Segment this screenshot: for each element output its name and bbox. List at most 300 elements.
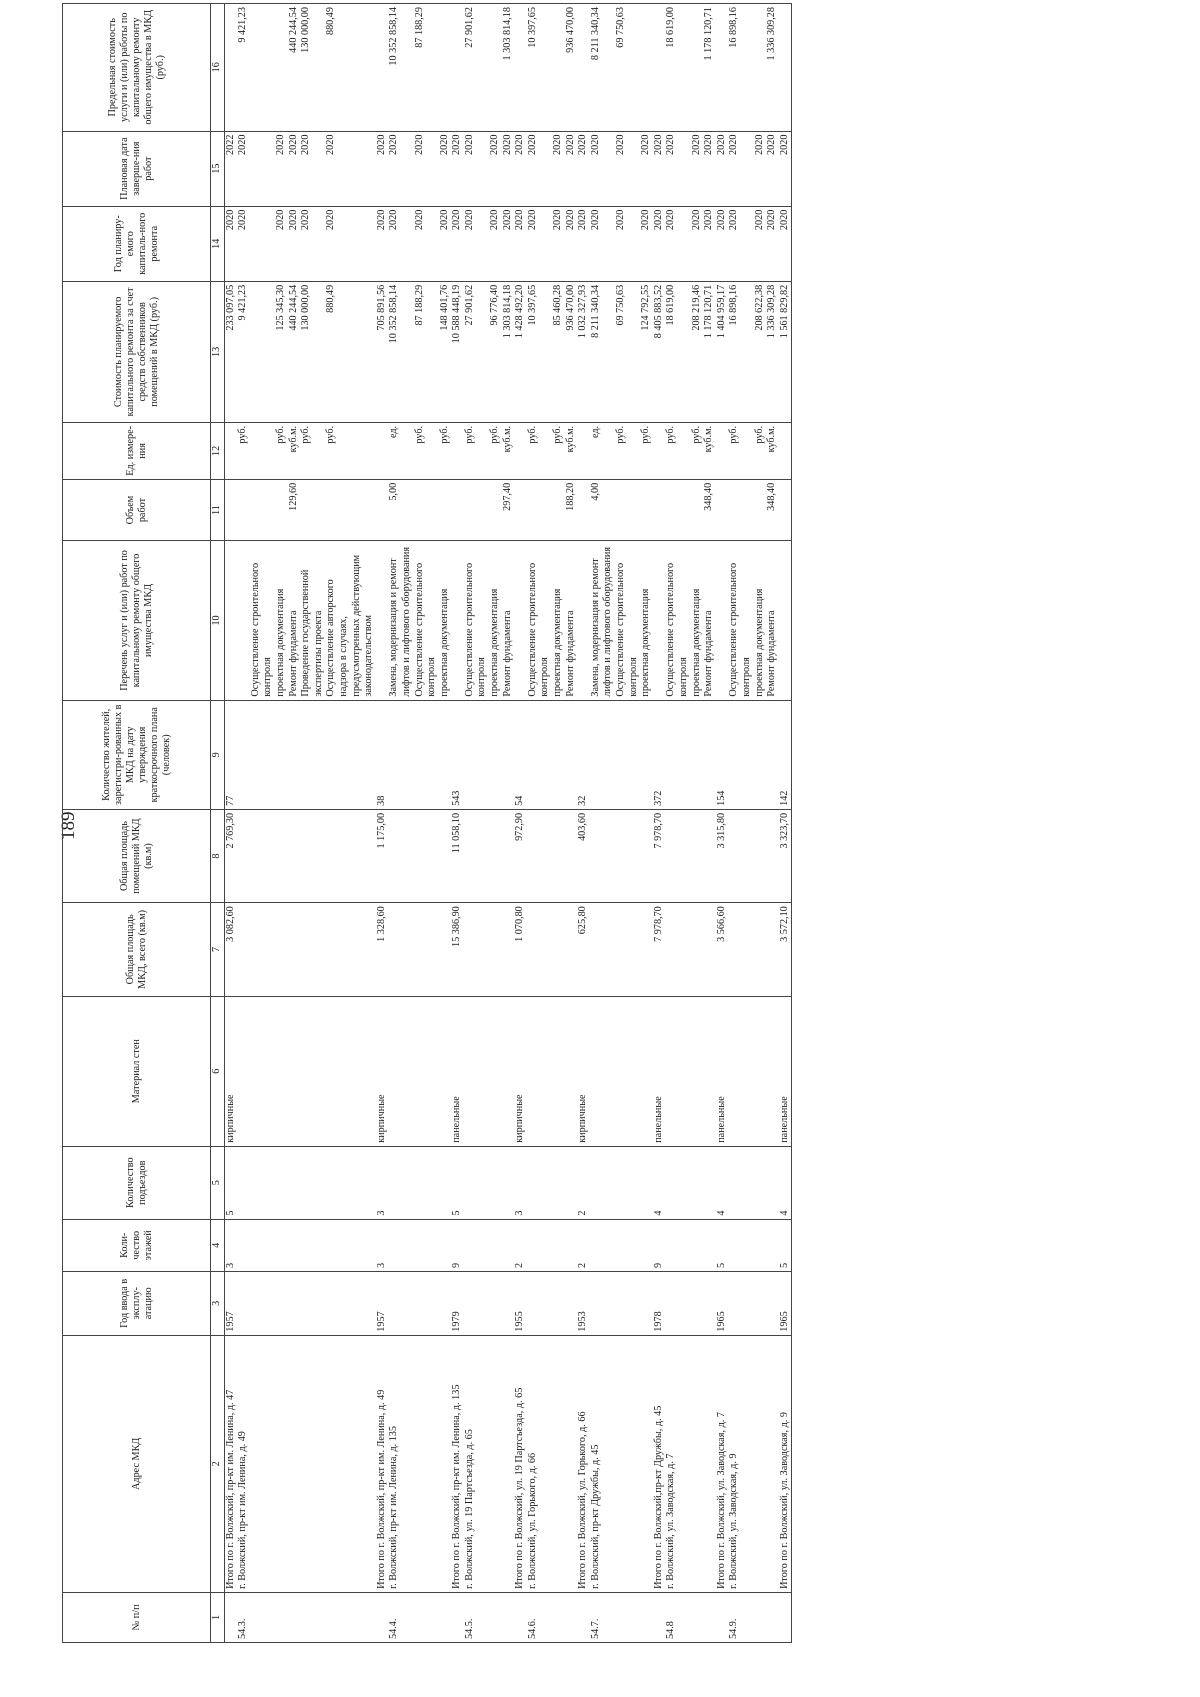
floors-cell (640, 1219, 653, 1271)
limit-cost-cell: 880,49 (325, 4, 375, 132)
cost-cell: 85 460,28 (552, 281, 565, 422)
total-row (653, 4, 666, 1643)
residents-cell (237, 700, 250, 809)
residents-cell (766, 700, 779, 809)
column-number: 5 (211, 1146, 225, 1219)
header-cell: Общая площадь помещений МКД (кв.м) (63, 809, 211, 902)
row-number (451, 1592, 464, 1642)
wall-material-cell: кирпичные (577, 996, 590, 1146)
total-area-cell (728, 903, 753, 996)
entrances-cell (275, 1146, 288, 1219)
column-number: 6 (211, 996, 225, 1146)
floors-cell (388, 1219, 413, 1271)
row-number (502, 1592, 515, 1642)
column-number: 3 (211, 1271, 225, 1335)
residents-cell: 154 (716, 700, 729, 809)
total-area-cell (275, 903, 288, 996)
volume-cell (552, 479, 565, 540)
total-area-cell: 7 978,70 (653, 903, 666, 996)
residents-cell (464, 700, 489, 809)
wall-material-cell: кирпичные (514, 996, 527, 1146)
total-row (779, 4, 792, 1643)
total-area-cell (665, 903, 690, 996)
cost-cell: 8 211 340,34 (590, 281, 615, 422)
work-type-cell: Замена, модернизация и ремонт лифтов и лифтового оборудования (590, 541, 615, 700)
entrances-cell (754, 1146, 767, 1219)
entrances-cell (325, 1146, 375, 1219)
volume-cell (577, 479, 590, 540)
wall-material-cell: кирпичные (224, 996, 237, 1146)
unit-cell (577, 422, 590, 479)
address-cell (502, 1335, 515, 1592)
floors-cell: 3 (224, 1219, 237, 1271)
residents-cell (300, 700, 325, 809)
total-area-cell (691, 903, 704, 996)
unit-cell: куб.м. (766, 422, 779, 479)
volume-cell (224, 479, 237, 540)
wall-material-cell (464, 996, 489, 1146)
limit-cost-cell: 8 211 340,34 (590, 4, 615, 132)
unit-cell: руб. (275, 422, 288, 479)
unit-cell: руб. (464, 422, 489, 479)
wall-material-cell (388, 996, 413, 1146)
year-cell (502, 1271, 515, 1335)
entrances-cell: 2 (577, 1146, 590, 1219)
limit-cost-cell (275, 4, 288, 132)
unit-cell (779, 422, 792, 479)
address-cell (565, 1335, 578, 1592)
wall-material-cell: панельные (653, 996, 666, 1146)
end-date-cell: 2020 (653, 131, 666, 206)
year-cell (288, 1271, 301, 1335)
plan-year-cell: 2020 (527, 206, 552, 281)
year-cell (640, 1271, 653, 1335)
year-cell (464, 1271, 489, 1335)
address-cell: г. Волжский, пр-кт Дружбы, д. 45 (590, 1335, 615, 1592)
end-date-cell: 2020 (716, 131, 729, 206)
plan-year-cell: 2020 (590, 206, 615, 281)
entrances-cell (414, 1146, 439, 1219)
table-row (502, 4, 515, 1643)
address-cell: Итого по г. Волжский, пр-кт им. Ленина, д. 49 (376, 1335, 389, 1592)
header-cell: № п/п (63, 1592, 211, 1642)
end-date-cell: 2020 (754, 131, 767, 206)
table-row (300, 4, 325, 1643)
premises-area-cell (590, 809, 615, 902)
volume-cell: 4,00 (590, 479, 615, 540)
column-number: 14 (211, 206, 225, 281)
limit-cost-cell (640, 4, 653, 132)
column-number: 2 (211, 1335, 225, 1592)
wall-material-cell: кирпичные (376, 996, 389, 1146)
year-cell (388, 1271, 413, 1335)
total-area-cell (766, 903, 779, 996)
volume-cell (527, 479, 552, 540)
end-date-cell: 2020 (237, 131, 250, 206)
volume-cell (691, 479, 704, 540)
address-cell: Итого по г. Волжский, пр-кт им. Ленина, д. 47 (224, 1335, 237, 1592)
limit-cost-cell: 1 178 120,71 (703, 4, 716, 132)
header-cell: Год ввода в эксплу-атацию (63, 1271, 211, 1335)
premises-area-cell (728, 809, 753, 902)
table-row (691, 4, 704, 1643)
cost-cell: 208 622,38 (754, 281, 767, 422)
plan-year-cell: 2020 (502, 206, 515, 281)
total-area-cell (754, 903, 767, 996)
premises-area-cell: 3 323,70 (779, 809, 792, 902)
year-cell (728, 1271, 753, 1335)
cost-cell: 130 000,00 (300, 281, 325, 422)
unit-cell: руб. (665, 422, 690, 479)
residents-cell (754, 700, 767, 809)
wall-material-cell: панельные (451, 996, 464, 1146)
address-cell (766, 1335, 779, 1592)
address-cell: г. Волжский, ул. Горького, д. 66 (527, 1335, 552, 1592)
address-cell (615, 1335, 640, 1592)
residents-cell (552, 700, 565, 809)
end-date-cell: 2020 (414, 131, 439, 206)
unit-cell: ед. (388, 422, 413, 479)
residents-cell: 142 (779, 700, 792, 809)
cost-cell: 1 303 814,18 (502, 281, 515, 422)
floors-cell (288, 1219, 301, 1271)
total-row (376, 4, 389, 1643)
row-number (300, 1592, 325, 1642)
work-type-cell (779, 541, 792, 700)
work-type-cell: Осуществление строительного контроля (250, 541, 275, 700)
row-number: 54.9. (728, 1592, 753, 1642)
row-number (754, 1592, 767, 1642)
premises-area-cell (665, 809, 690, 902)
unit-cell (451, 422, 464, 479)
year-cell (665, 1271, 690, 1335)
cost-cell: 1 032 327,93 (577, 281, 590, 422)
work-type-cell: проектная документация (275, 541, 288, 700)
total-row (224, 4, 237, 1643)
floors-cell (552, 1219, 565, 1271)
floors-cell (502, 1219, 515, 1271)
wall-material-cell (502, 996, 515, 1146)
total-area-cell (414, 903, 439, 996)
entrances-cell (728, 1146, 753, 1219)
limit-cost-cell (653, 4, 666, 132)
volume-cell (376, 479, 389, 540)
year-cell: 1957 (224, 1271, 237, 1335)
premises-area-cell (615, 809, 640, 902)
row-number (766, 1592, 779, 1642)
floors-cell (250, 1219, 275, 1271)
wall-material-cell (237, 996, 250, 1146)
entrances-cell (439, 1146, 452, 1219)
limit-cost-cell: 936 470,00 (565, 4, 578, 132)
entrances-cell (766, 1146, 779, 1219)
plan-year-cell: 2020 (565, 206, 578, 281)
row-number (275, 1592, 288, 1642)
premises-area-cell: 3 315,80 (716, 809, 729, 902)
work-type-cell: проектная документация (640, 541, 653, 700)
repair-plan-table (62, 3, 792, 1643)
address-cell: г. Волжский, пр-кт им. Ленина, д. 49 (237, 1335, 250, 1592)
table-row (615, 4, 640, 1643)
end-date-cell: 2020 (288, 131, 301, 206)
entrances-cell: 4 (779, 1146, 792, 1219)
end-date-cell: 2020 (552, 131, 565, 206)
volume-cell (325, 479, 375, 540)
limit-cost-cell: 1 336 309,28 (766, 4, 779, 132)
column-number-row (211, 4, 225, 1643)
entrances-cell (615, 1146, 640, 1219)
wall-material-cell (527, 996, 552, 1146)
unit-cell (716, 422, 729, 479)
plan-year-cell: 2020 (414, 206, 439, 281)
table-row (325, 4, 375, 1643)
plan-year-cell: 2020 (275, 206, 288, 281)
year-cell (565, 1271, 578, 1335)
wall-material-cell (325, 996, 375, 1146)
row-number (224, 1592, 237, 1642)
end-date-cell: 2020 (728, 131, 753, 206)
total-area-cell: 1 328,60 (376, 903, 389, 996)
page-number: 189 (58, 811, 79, 840)
floors-cell: 2 (577, 1219, 590, 1271)
volume-cell: 129,60 (288, 479, 301, 540)
row-number (552, 1592, 565, 1642)
row-number (691, 1592, 704, 1642)
work-type-cell: Осуществление строительного контроля (615, 541, 640, 700)
limit-cost-cell (514, 4, 527, 132)
entrances-cell (300, 1146, 325, 1219)
residents-cell: 32 (577, 700, 590, 809)
total-area-cell: 625,80 (577, 903, 590, 996)
year-cell (615, 1271, 640, 1335)
wall-material-cell (754, 996, 767, 1146)
header-cell: Перечень услуг и (или) работ по капитальному ремонту общего имущества МКД (63, 541, 211, 700)
table-row (489, 4, 502, 1643)
plan-year-cell: 2020 (716, 206, 729, 281)
address-cell (414, 1335, 439, 1592)
row-number: 54.3. (237, 1592, 250, 1642)
column-number: 9 (211, 700, 225, 809)
row-number: 54.5. (464, 1592, 489, 1642)
header-cell: Стоимость планируемого капитального ремонта за счет средств собственников помещений в МКД (руб.) (63, 281, 211, 422)
year-cell (691, 1271, 704, 1335)
unit-cell: руб. (325, 422, 375, 479)
volume-cell (414, 479, 439, 540)
unit-cell: руб. (300, 422, 325, 479)
wall-material-cell (565, 996, 578, 1146)
header-cell: Объем работ (63, 479, 211, 540)
row-number (779, 1592, 792, 1642)
header-cell: Коли-чество этажей (63, 1219, 211, 1271)
unit-cell: куб.м. (565, 422, 578, 479)
end-date-cell: 2020 (703, 131, 716, 206)
year-cell: 1955 (514, 1271, 527, 1335)
total-area-cell (237, 903, 250, 996)
wall-material-cell (703, 996, 716, 1146)
wall-material-cell (414, 996, 439, 1146)
cost-cell: 96 776,40 (489, 281, 502, 422)
cost-cell: 208 219,46 (691, 281, 704, 422)
plan-year-cell: 2020 (288, 206, 301, 281)
plan-year-cell: 2020 (653, 206, 666, 281)
cost-cell: 233 097,05 (224, 281, 237, 422)
wall-material-cell (665, 996, 690, 1146)
table-row (703, 4, 716, 1643)
residents-cell (489, 700, 502, 809)
header-cell: Количество подъездов (63, 1146, 211, 1219)
wall-material-cell (766, 996, 779, 1146)
volume-cell (275, 479, 288, 540)
floors-cell (728, 1219, 753, 1271)
volume-cell (779, 479, 792, 540)
address-cell (439, 1335, 452, 1592)
work-type-cell: Осуществление строительного контроля (527, 541, 552, 700)
row-number (640, 1592, 653, 1642)
row-number (514, 1592, 527, 1642)
plan-year-cell: 2020 (577, 206, 590, 281)
address-cell: г. Волжский, пр-кт им. Ленина, д. 135 (388, 1335, 413, 1592)
rotated-sheet (62, 3, 1102, 1643)
entrances-cell (691, 1146, 704, 1219)
row-number (414, 1592, 439, 1642)
wall-material-cell (250, 996, 275, 1146)
floors-cell (527, 1219, 552, 1271)
wall-material-cell (439, 996, 452, 1146)
unit-cell: руб. (439, 422, 452, 479)
floors-cell (615, 1219, 640, 1271)
residents-cell: 38 (376, 700, 389, 809)
end-date-cell: 2020 (590, 131, 615, 206)
unit-cell: руб. (691, 422, 704, 479)
cost-cell: 705 891,56 (376, 281, 389, 422)
premises-area-cell: 7 978,70 (653, 809, 666, 902)
work-type-cell (514, 541, 527, 700)
premises-area-cell (691, 809, 704, 902)
entrances-cell: 4 (653, 1146, 666, 1219)
residents-cell: 372 (653, 700, 666, 809)
floors-cell: 3 (376, 1219, 389, 1271)
address-cell (275, 1335, 288, 1592)
entrances-cell: 3 (376, 1146, 389, 1219)
wall-material-cell (615, 996, 640, 1146)
table-row (288, 4, 301, 1643)
table-row (250, 4, 275, 1643)
end-date-cell: 2020 (388, 131, 413, 206)
cost-cell: 10 352 858,14 (388, 281, 413, 422)
premises-area-cell (565, 809, 578, 902)
end-date-cell: 2020 (665, 131, 690, 206)
address-cell: Итого по г. Волжский, ул. Горького, д. 66 (577, 1335, 590, 1592)
end-date-cell: 2020 (275, 131, 288, 206)
header-cell: Плановая дата заверше-ния работ (63, 131, 211, 206)
plan-year-cell: 2020 (552, 206, 565, 281)
cost-cell: 1 428 492,20 (514, 281, 527, 422)
total-area-cell (552, 903, 565, 996)
unit-cell: куб.м. (703, 422, 716, 479)
total-area-cell: 3 566,60 (716, 903, 729, 996)
work-type-cell: проектная документация (489, 541, 502, 700)
volume-cell: 348,40 (766, 479, 779, 540)
address-cell: Итого по г. Волжский, ул. 19 Партсъезда, д. 65 (514, 1335, 527, 1592)
volume-cell: 188,20 (565, 479, 578, 540)
end-date-cell: 2022 (224, 131, 237, 206)
premises-area-cell: 403,60 (577, 809, 590, 902)
header-cell: Материал стен (63, 996, 211, 1146)
cost-cell: 10 588 448,19 (451, 281, 464, 422)
residents-cell (250, 700, 275, 809)
residents-cell (728, 700, 753, 809)
floors-cell (275, 1219, 288, 1271)
end-date-cell (250, 131, 275, 206)
residents-cell (325, 700, 375, 809)
entrances-cell (590, 1146, 615, 1219)
unit-cell (376, 422, 389, 479)
limit-cost-cell: 10 352 858,14 (388, 4, 413, 132)
limit-cost-cell: 69 750,63 (615, 4, 640, 132)
volume-cell (250, 479, 275, 540)
total-area-cell (388, 903, 413, 996)
premises-area-cell (754, 809, 767, 902)
table-row (388, 4, 413, 1643)
entrances-cell (237, 1146, 250, 1219)
limit-cost-cell: 1 303 814,18 (502, 4, 515, 132)
plan-year-cell: 2020 (376, 206, 389, 281)
table-body (224, 4, 792, 1643)
year-cell (439, 1271, 452, 1335)
end-date-cell: 2020 (325, 131, 375, 206)
limit-cost-cell: 16 898,16 (728, 4, 753, 132)
volume-cell: 5,00 (388, 479, 413, 540)
address-cell: г. Волжский, ул. Заводская, д. 7 (665, 1335, 690, 1592)
plan-year-cell: 2020 (439, 206, 452, 281)
table-row (527, 4, 552, 1643)
limit-cost-cell (451, 4, 464, 132)
address-cell: Итого по г. Волжский, пр-кт им. Ленина, д. 135 (451, 1335, 464, 1592)
address-cell: Итого по г. Волжский,пр-кт Дружбы, д. 45 (653, 1335, 666, 1592)
limit-cost-cell (224, 4, 237, 132)
plan-year-cell: 2020 (464, 206, 489, 281)
residents-cell: 54 (514, 700, 527, 809)
cost-cell: 69 750,63 (615, 281, 640, 422)
wall-material-cell: панельные (779, 996, 792, 1146)
floors-cell (703, 1219, 716, 1271)
plan-year-cell: 2020 (703, 206, 716, 281)
cost-cell: 10 397,65 (527, 281, 552, 422)
address-cell (300, 1335, 325, 1592)
volume-cell (665, 479, 690, 540)
address-cell (489, 1335, 502, 1592)
work-type-cell: Ремонт фундамента (565, 541, 578, 700)
floors-cell (464, 1219, 489, 1271)
premises-area-cell (502, 809, 515, 902)
cost-cell: 440 244,54 (288, 281, 301, 422)
column-number: 10 (211, 541, 225, 700)
plan-year-cell: 2020 (300, 206, 325, 281)
plan-year-cell: 2020 (514, 206, 527, 281)
cost-cell: 16 898,16 (728, 281, 753, 422)
wall-material-cell (288, 996, 301, 1146)
premises-area-cell (489, 809, 502, 902)
table-row (552, 4, 565, 1643)
residents-cell (691, 700, 704, 809)
total-area-cell (439, 903, 452, 996)
table-row (275, 4, 288, 1643)
column-number: 13 (211, 281, 225, 422)
cost-cell (250, 281, 275, 422)
unit-cell: ед. (590, 422, 615, 479)
end-date-cell: 2020 (615, 131, 640, 206)
year-cell (766, 1271, 779, 1335)
